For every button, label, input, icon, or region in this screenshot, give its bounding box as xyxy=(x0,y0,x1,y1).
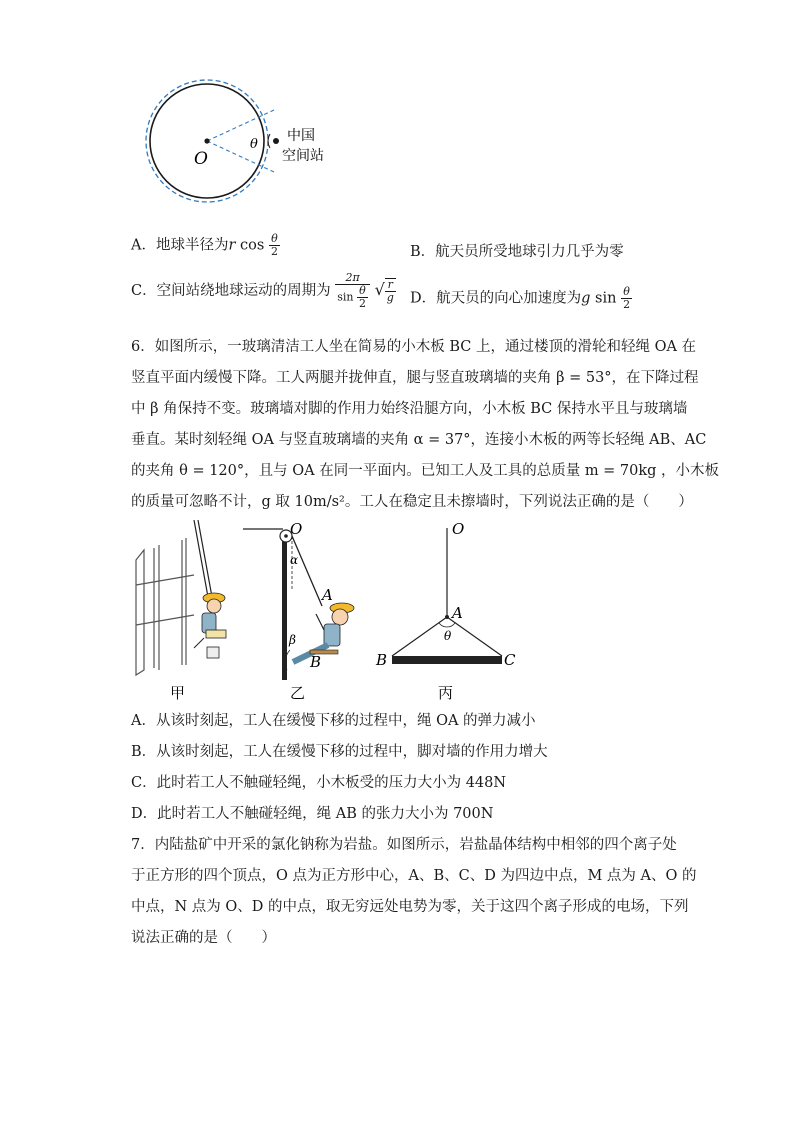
figure-bing xyxy=(372,520,522,710)
q6-line-6: 的质量可忽略不计，g 取 10m/s²。工人在稳定且未擦墙时，下列说法正确的是（ ） xyxy=(131,494,693,510)
space-station-dot xyxy=(273,138,279,144)
figure-yi-O: O xyxy=(290,520,303,538)
option-6d: D．此时若工人不触碰轻绳，绳 AB 的张力大小为 700N xyxy=(131,806,494,822)
option-5b: B．航天员所受地球引力几乎为零 xyxy=(410,244,624,260)
option-5c: C．空间站绕地球运动的周期为 2π sin $\frac{\theta}{2}$ √ $\frac{r}{g}$ xyxy=(131,271,394,310)
figure-yi-B: B xyxy=(310,653,322,671)
wood-board xyxy=(392,656,502,664)
option-6a: A．从该时刻起，工人在缓慢下移的过程中，绳 OA 的弹力减小 xyxy=(131,713,536,729)
figure-jia-label: 甲 xyxy=(170,684,186,702)
q6-line-3: 中 β 角保持不变。玻璃墙对脚的作用力始终沿腿方向，小木板 BC 保持水平且与玻璃墙 xyxy=(131,401,688,417)
q7-line-3: 中点，N 点为 O、D 的中点，取无穷远处电势为零，关于这四个离子形成的电场，下列 xyxy=(131,899,689,915)
q7-line-2: 于正方形的四个顶点，O 点为正方形中心，A、B、C、D 为四边中点，M 点为 A、O 的 xyxy=(131,868,697,884)
figure-bing-theta: θ xyxy=(444,629,452,643)
orbit-figure xyxy=(130,78,350,218)
center-label: O xyxy=(194,149,208,169)
q6-line-5: 的夹角 θ = 120°，且与 OA 在同一平面内。已知工人及工具的总质量 m = 70kg ，小木板 xyxy=(131,463,720,479)
option-5a: A．地球半径为r cos $\frac{\theta}{2}$ xyxy=(131,232,278,258)
q6-line-4: 垂直。某时刻轻绳 OA 与竖直玻璃墙的夹角 α = 37°，连接小木板的两等长轻绳 AB、AC xyxy=(131,432,707,448)
station-label-1: 中国 xyxy=(287,128,315,144)
q7-line-1: 7．内陆盐矿中开采的氯化钠称为岩盐。如图所示，岩盐晶体结构中相邻的四个离子处 xyxy=(131,837,677,853)
figure-yi-beta: β xyxy=(289,633,296,647)
figure-yi-A: A xyxy=(322,586,333,604)
figure-jia xyxy=(134,520,234,710)
figure-bing-C: C xyxy=(504,651,516,669)
option-5d: D．航天员的向心加速度为g sin $\frac{\theta}{2}$ xyxy=(410,285,631,311)
orbit-angle-label: θ xyxy=(250,137,258,152)
q7-line-4: 说法正确的是（ ） xyxy=(131,930,276,946)
figure-yi-label: 乙 xyxy=(290,684,306,702)
figure-bing-B: B xyxy=(376,651,388,669)
figure-yi xyxy=(238,520,358,710)
figure-bing-O: O xyxy=(452,520,465,538)
figure-bing-A: A xyxy=(452,604,463,622)
figure-bing-label: 丙 xyxy=(438,684,454,702)
option-6c: C．此时若工人不触碰轻绳，小木板受的压力大小为 448N xyxy=(131,775,507,791)
q6-line-2: 竖直平面内缓慢下降。工人两腿并拢伸直，腿与竖直玻璃墙的夹角 β = 53°，在下降过程 xyxy=(131,370,699,386)
option-6b: B．从该时刻起，工人在缓慢下移的过程中，脚对墙的作用力增大 xyxy=(131,744,548,760)
station-label-2: 空间站 xyxy=(282,148,324,164)
figure-yi-alpha: α xyxy=(290,553,299,567)
q6-line-1: 6．如图所示，一玻璃清洁工人坐在简易的小木板 BC 上，通过楼顶的滑轮和轻绳 OA 在 xyxy=(131,339,697,355)
